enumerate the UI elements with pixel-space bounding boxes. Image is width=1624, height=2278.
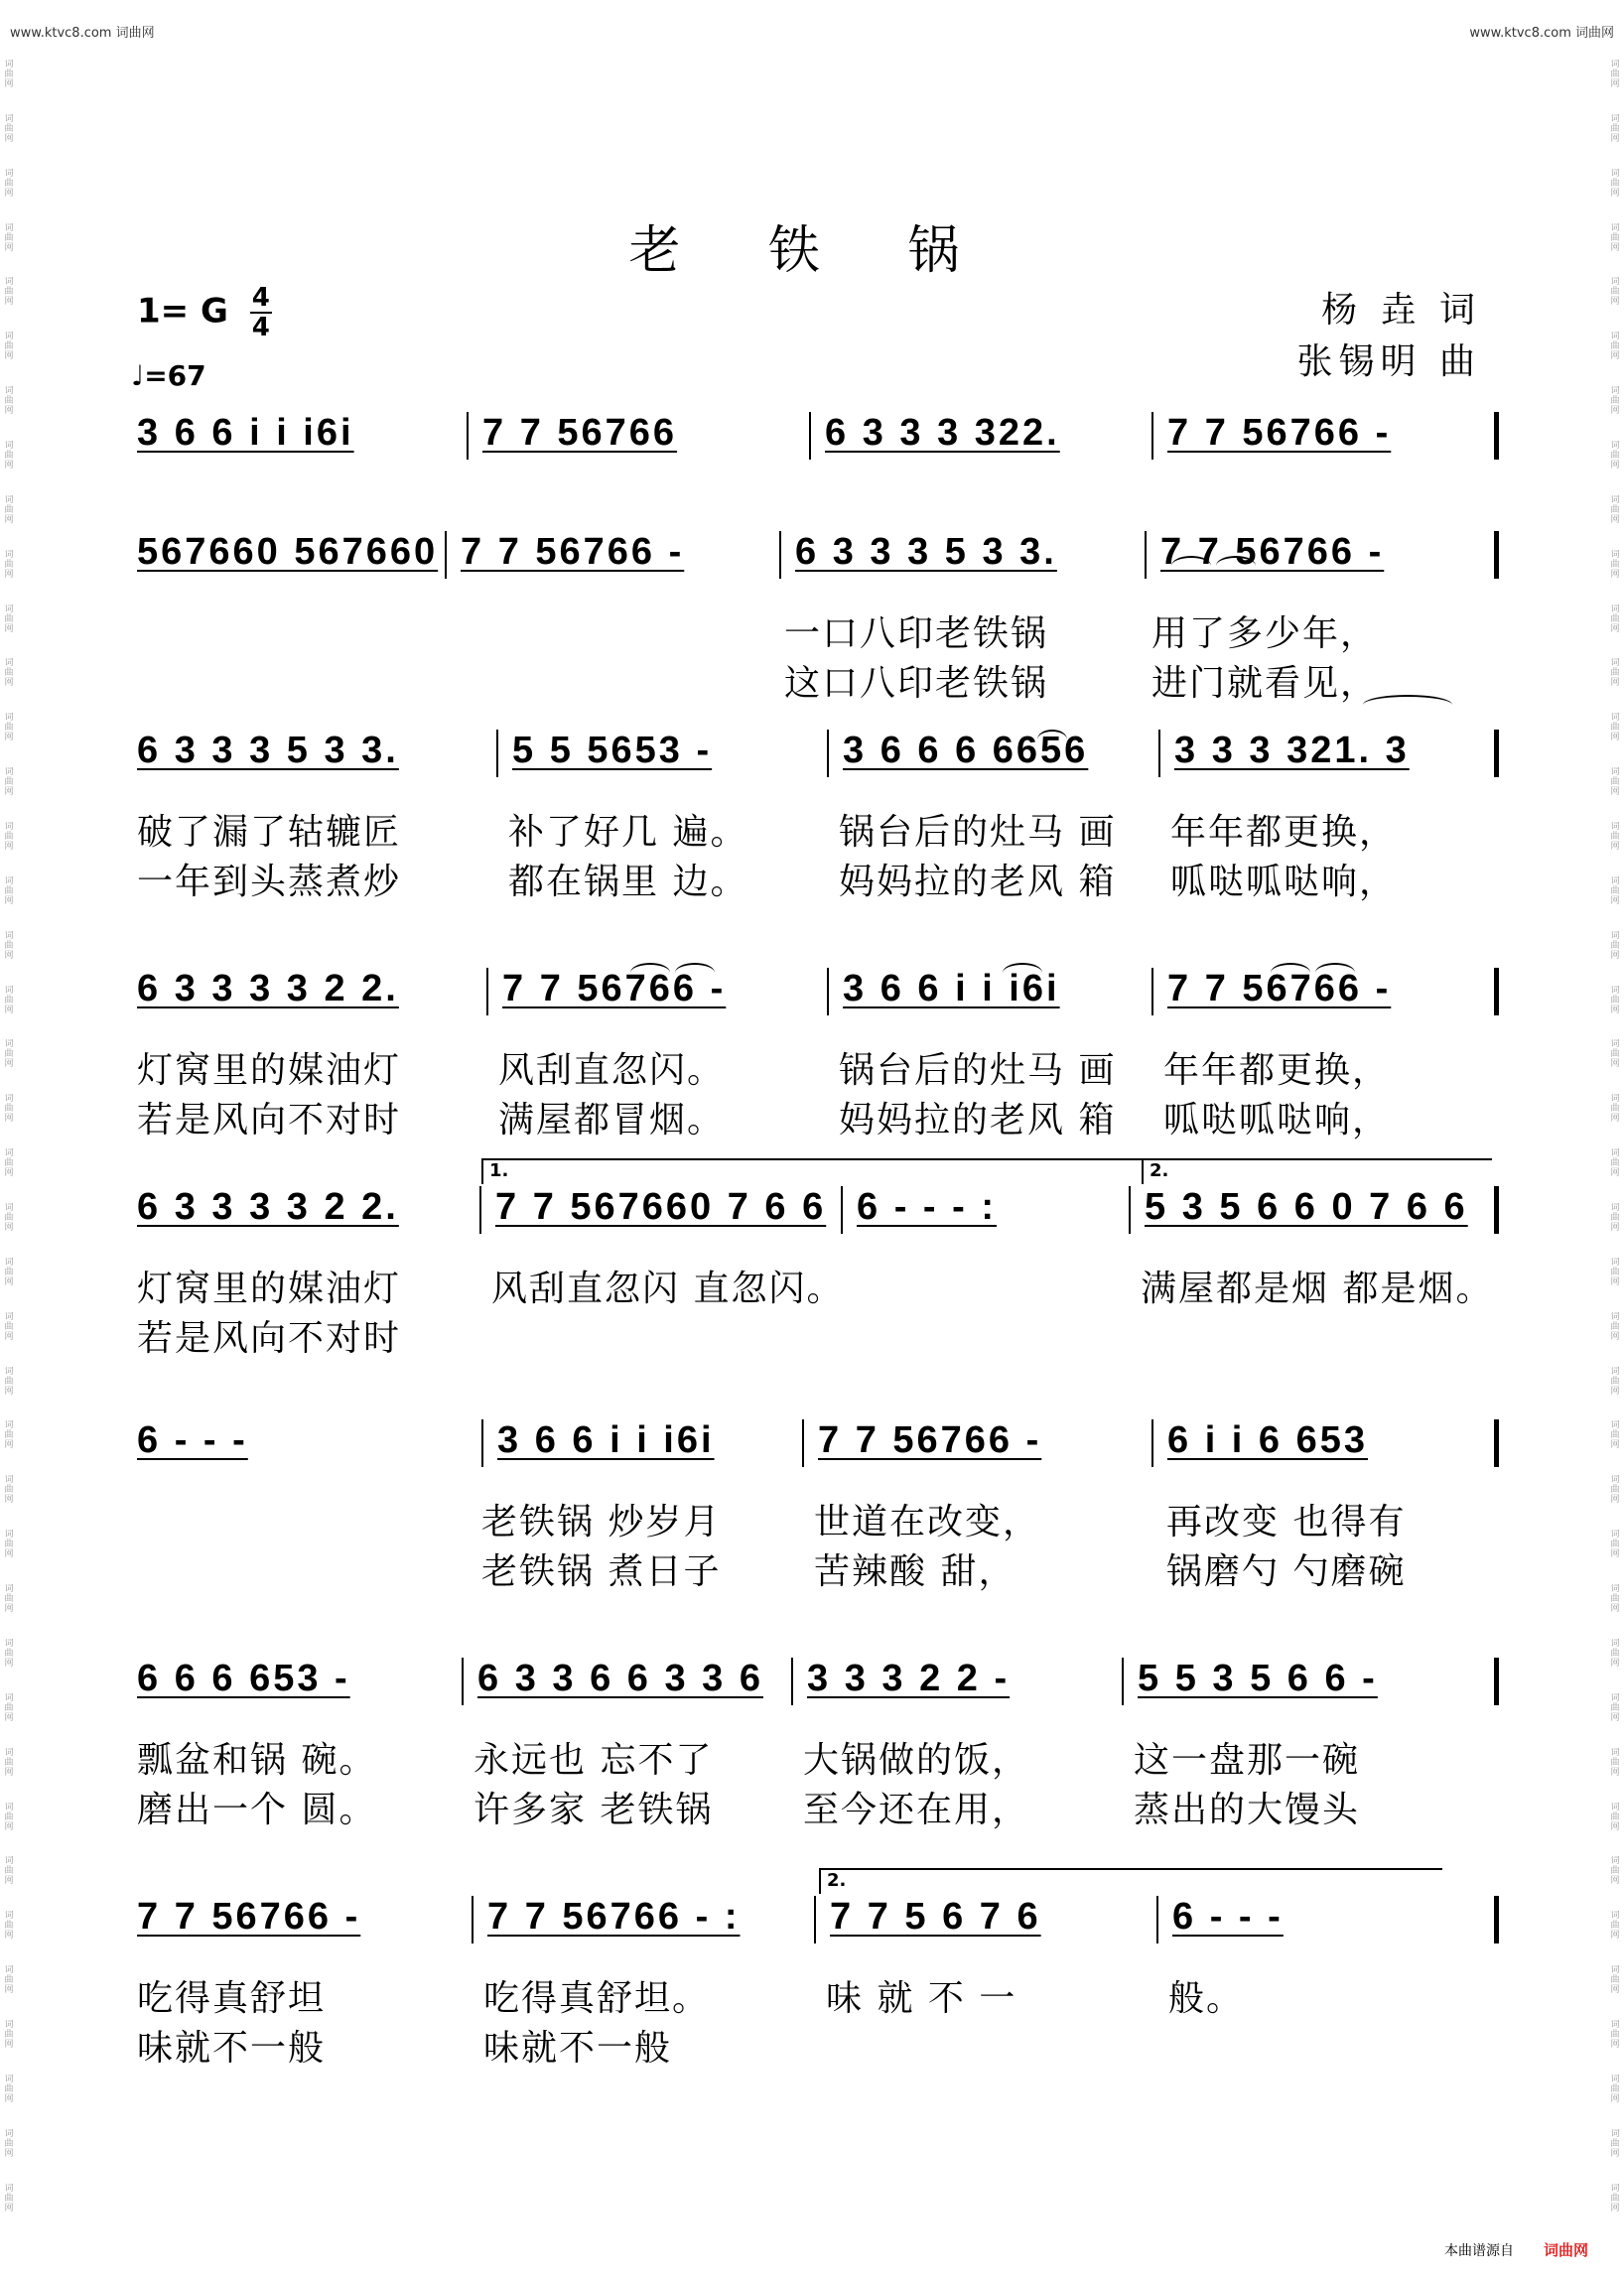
lyric-text: 灯窝里的媒油灯 [137,1269,402,1309]
lyric-text: 呱哒呱哒响， [1170,862,1398,902]
lyric-text: 再改变 也得有 [1166,1502,1407,1542]
measure-notes [137,1186,399,1229]
note-group: 7 7 56766 - [1167,968,1392,1009]
side-watermark-glyph: 词 曲 网 [1610,60,1620,89]
side-watermark-glyph: 词 曲 网 [1610,1475,1620,1506]
score-row [0,1409,1624,1618]
measure-notes [495,1186,826,1229]
barline [827,730,829,777]
side-watermark-glyph: 词 曲 网 [1610,1366,1620,1397]
lyric-text: 进门就看见， [1151,663,1379,704]
measure-notes [137,1419,248,1462]
note-group: 7 7 56766 - [818,1419,1042,1461]
lyric-text: 这口八印老铁锅 [784,663,1049,704]
barline [1158,730,1160,777]
lyricist-credit: 杨 垚 词 [1321,290,1481,331]
note-group: 3 6 6 6 6656 [843,730,1089,771]
lyric-text: 蒸出的大馒头 [1134,1790,1361,1830]
barline [1494,531,1499,579]
note-group: 6 - - - : [857,1186,997,1228]
note-group: 7 7 56766 - [1160,531,1385,573]
side-watermark-glyph: 词 曲 网 [1610,1638,1620,1669]
measure-notes [137,412,354,455]
barline [1151,412,1153,460]
side-watermark-glyph: 词 曲 网 [4,985,14,1015]
side-watermark-glyph: 词 曲 网 [4,277,14,308]
slur-mark [1216,556,1256,576]
lyric-text: 苦辣酸 甜， [814,1551,1016,1592]
side-watermark-glyph: 词 曲 网 [1610,1584,1620,1615]
lyric-text: 一口八印老铁锅 [784,613,1049,654]
side-watermark-glyph: 词 曲 网 [4,1094,14,1125]
barline [496,730,498,777]
lyric-text: 至今还在用， [803,1790,1030,1830]
lyric-text: 这一盘那一碗 [1134,1740,1361,1781]
lyric-text: 满屋都是烟 都是烟。 [1141,1269,1494,1309]
barline [1151,968,1153,1015]
side-watermark-glyph: 词 曲 网 [4,1911,14,1942]
barline [1145,531,1147,579]
barline [467,412,469,460]
note-group: 5 3 5 6 6 0 7 6 6 [1145,1186,1468,1228]
side-watermark-glyph: 词 曲 网 [1610,549,1620,580]
barline [486,968,488,1015]
side-watermark-glyph: 词 曲 网 [1610,1965,1620,1996]
side-watermark-glyph: 词 曲 网 [1610,222,1620,253]
key-signature [137,284,272,341]
side-watermark-glyph: 词 曲 网 [4,822,14,853]
barline [445,531,447,579]
footer [1444,2239,1588,2260]
barline [1494,1658,1499,1705]
measure-notes [137,531,438,574]
slur-mark [1315,963,1355,983]
barline [1494,1419,1499,1467]
tempo-marking: ♩=67 [131,359,206,392]
lyric-text: 味就不一般 [483,2028,673,2069]
side-watermark-glyph: 词 曲 网 [1610,1420,1620,1451]
barline [809,412,811,460]
side-watermark-glyph: 词 曲 网 [1610,1148,1620,1179]
lyric-text: 锅台后的灶马 画 [839,812,1117,853]
note-group: 6 3 3 3 5 3 3. [795,531,1057,573]
side-watermark-glyph: 词 曲 网 [1610,494,1620,525]
time-top: 4 [251,283,270,313]
lyric-text: 锅台后的灶马 画 [839,1050,1117,1091]
note-group: 7 7 56766 - : [487,1896,741,1938]
note-group: 6 6 6 653 - [137,1658,350,1699]
side-watermark-glyph: 词 曲 网 [1610,875,1620,906]
measure-notes [818,1419,1041,1462]
slur-mark [1363,695,1452,715]
measure-notes [1145,1186,1468,1229]
side-watermark-glyph: 词 曲 网 [1610,1257,1620,1287]
barline [481,1419,483,1467]
note-group: 5 5 3 5 6 6 - [1138,1658,1378,1699]
time-bottom: 4 [251,313,270,342]
side-watermark-glyph: 词 曲 网 [4,2074,14,2104]
lyric-text: 味就不一般 [137,2028,327,2069]
measure-notes [137,1658,350,1700]
measure-notes [830,1896,1041,1939]
barline [472,1896,474,1943]
lyric-text: 吃得真舒坦。 [483,1978,711,2019]
slur-mark [1003,963,1042,983]
lyric-text: 老铁锅 煮日子 [481,1551,722,1592]
measure-notes [1174,730,1410,772]
note-group: 7 7 56766 - [502,968,727,1009]
watermark-left: www.ktvc8.com 词曲网 [10,26,155,41]
side-watermark-glyph: 词 曲 网 [1610,1203,1620,1234]
side-watermark-glyph: 词 曲 网 [1610,985,1620,1015]
side-watermark-glyph: 词 曲 网 [1610,1094,1620,1125]
note-group: 6 i i 6 653 [1167,1419,1369,1461]
note-group: 7 7 56766 - [1167,412,1392,454]
note-group: 567660 567660 [137,531,439,573]
side-watermark-glyph: 词 曲 网 [4,386,14,417]
measure-notes [512,730,712,772]
score-row [0,1648,1624,1856]
note-group: 7 7 56766 - [461,531,685,573]
side-watermark-glyph: 词 曲 网 [4,2128,14,2159]
side-watermark-glyph: 词 曲 网 [4,2183,14,2213]
side-watermark-glyph: 词 曲 网 [4,1039,14,1070]
side-watermark-glyph: 词 曲 网 [1610,168,1620,199]
song-title: 老 铁 锅 [628,221,996,281]
side-watermark-glyph: 词 曲 网 [1610,2074,1620,2104]
lyric-text: 呱哒呱哒响， [1163,1100,1391,1140]
side-watermark-glyph: 词 曲 网 [4,1203,14,1234]
side-watermark-glyph: 词 曲 网 [1610,767,1620,798]
side-watermark-glyph: 词 曲 网 [4,60,14,89]
barline [1494,968,1499,1015]
lyric-text: 许多家 老铁锅 [474,1790,714,1830]
lyric-text: 妈妈拉的老风 箱 [839,862,1117,902]
side-watermark-glyph: 词 曲 网 [4,113,14,144]
score-row [0,958,1624,1166]
side-watermark-glyph: 词 曲 网 [4,1366,14,1397]
measure-notes [497,1419,715,1462]
side-watermark-glyph: 词 曲 网 [4,1311,14,1342]
side-watermark-glyph: 词 曲 网 [1610,2183,1620,2213]
note-group: 7 7 5 6 7 6 [830,1896,1041,1938]
lyric-text: 永远也 忘不了 [474,1740,714,1781]
lyric-text: 磨出一个 圆。 [137,1790,377,1830]
note-group: 3 6 6 i i i6i [843,968,1060,1009]
slur-mark [630,963,670,983]
side-watermark-glyph: 词 曲 网 [4,549,14,580]
note-group: 6 3 3 3 322. [825,412,1060,454]
side-watermark-glyph: 词 曲 网 [4,658,14,689]
barline [1494,1896,1499,1943]
measure-notes [795,531,1057,574]
lyric-text: 年年都更换， [1163,1050,1391,1091]
side-watermark-glyph: 词 曲 网 [1610,658,1620,689]
side-watermark-glyph: 词 曲 网 [4,441,14,471]
note-group: 6 - - - [1172,1896,1284,1938]
note-group: 3 6 6 i i i6i [137,412,354,454]
side-watermark-glyph: 词 曲 网 [4,1420,14,1451]
lyric-text: 都在锅里 边。 [508,862,748,902]
lyric-text: 风刮直忽闪 直忽闪。 [491,1269,845,1309]
volta-second-ending: 2. [1142,1158,1492,1184]
lyric-text: 瓢盆和锅 碗。 [137,1740,377,1781]
barline [814,1896,816,1943]
side-watermark-glyph: 词 曲 网 [4,1965,14,1996]
barline [479,1186,481,1234]
barline [1122,1658,1124,1705]
lyric-text: 风刮直忽闪。 [498,1050,726,1091]
side-watermark-glyph: 词 曲 网 [4,168,14,199]
side-watermark-glyph: 词 曲 网 [1610,1530,1620,1560]
side-watermark-glyph: 词 曲 网 [4,494,14,525]
note-group: 5 5 5653 - [512,730,713,771]
side-watermark-glyph: 词 曲 网 [4,1530,14,1560]
side-watermark-glyph: 词 曲 网 [1610,441,1620,471]
side-watermark-glyph: 词 曲 网 [1610,113,1620,144]
watermark-right: www.ktvc8.com 词曲网 [1469,26,1614,41]
footer-brand: 词曲网 [1543,2241,1588,2259]
side-watermark-glyph: 词 曲 网 [4,767,14,798]
measure-notes [137,968,399,1010]
barline [1494,730,1499,777]
lyric-text: 若是风向不对时 [137,1318,402,1359]
note-group: 3 3 3 2 2 - [807,1658,1011,1699]
lyric-text: 破了漏了轱辘匠 [137,812,402,853]
side-watermark-glyph: 词 曲 网 [4,1747,14,1778]
note-group: 3 3 3 321. 3 [1174,730,1410,771]
side-watermark-glyph: 词 曲 网 [4,1856,14,1887]
slur-mark [675,963,715,983]
lyric-text: 锅磨勺 勺磨碗 [1166,1551,1407,1592]
slur-mark [1171,556,1211,576]
side-watermark-glyph: 词 曲 网 [1610,930,1620,961]
measure-notes [857,1186,997,1229]
time-signature [250,284,272,341]
side-watermark-glyph: 词 曲 网 [4,930,14,961]
measure-notes [1138,1658,1378,1700]
measure-notes [137,1896,360,1939]
barline [1494,412,1499,460]
lyric-text: 用了多少年， [1151,613,1379,654]
measure-notes [487,1896,740,1939]
side-watermark-glyph: 词 曲 网 [4,1802,14,1832]
volta-first-ending: 1. [481,1158,1145,1184]
measure-notes [461,531,684,574]
side-watermark-glyph: 词 曲 网 [4,1257,14,1287]
barline [1494,1186,1499,1234]
side-watermark-glyph: 词 曲 网 [1610,1747,1620,1778]
side-watermark-glyph: 词 曲 网 [1610,332,1620,362]
side-watermark-glyph: 词 曲 网 [1610,1311,1620,1342]
side-watermark-glyph: 词 曲 网 [4,875,14,906]
composer-credit: 张锡明 曲 [1296,341,1481,382]
measure-notes [1167,1419,1368,1462]
note-group: 7 7 56766 [482,412,678,454]
side-watermark-glyph: 词 曲 网 [4,2019,14,2050]
barline [841,1186,843,1234]
side-watermark-glyph: 词 曲 网 [1610,1856,1620,1887]
side-watermark-glyph: 词 曲 网 [4,1148,14,1179]
slur-mark [1037,730,1067,749]
side-watermark-glyph: 词 曲 网 [1610,2128,1620,2159]
lyric-text: 般。 [1168,1978,1245,2019]
note-group: 6 3 3 6 6 3 3 6 [477,1658,763,1699]
lyric-text: 老铁锅 炒岁月 [481,1502,722,1542]
note-group: 3 6 6 i i i6i [497,1419,715,1461]
slur-mark [1271,963,1310,983]
side-watermark-glyph: 词 曲 网 [1610,1911,1620,1942]
key-rest: = G [160,291,228,332]
side-watermark-glyph: 词 曲 网 [1610,386,1620,417]
side-watermark-glyph: 词 曲 网 [1610,713,1620,743]
side-watermark-glyph: 词 曲 网 [1610,603,1620,634]
side-watermark-glyph: 词 曲 网 [4,1638,14,1669]
barline [779,531,781,579]
note-group: 7 7 567660 7 6 6 [495,1186,827,1228]
barline [802,1419,804,1467]
lyric-text: 灯窝里的媒油灯 [137,1050,402,1091]
side-watermark-glyph: 词 曲 网 [1610,1039,1620,1070]
score-row [0,720,1624,928]
lyric-text: 味 就 不 一 [826,1978,1017,2019]
side-watermark-glyph: 词 曲 网 [1610,1802,1620,1832]
side-watermark-glyph: 词 曲 网 [4,332,14,362]
volta-second-ending: 2. [819,1868,1442,1894]
side-watermark-glyph: 词 曲 网 [4,713,14,743]
side-watermark-glyph: 词 曲 网 [1610,277,1620,308]
footer-source: 本曲谱源自 [1443,2243,1514,2259]
note-group: 6 - - - [137,1419,248,1461]
side-watermark-glyph: 词 曲 网 [1610,1692,1620,1723]
lyric-text: 一年到头蒸煮炒 [137,862,402,902]
note-group: 6 3 3 3 3 2 2. [137,968,399,1009]
measure-notes [807,1658,1010,1700]
side-watermark-glyph: 词 曲 网 [1610,2019,1620,2050]
lyric-text: 若是风向不对时 [137,1100,402,1140]
key-one: 1 [137,291,161,332]
barline [462,1658,464,1705]
note-group: 7 7 56766 - [137,1896,361,1938]
lyric-text: 满屋都冒烟。 [498,1100,726,1140]
side-watermark-glyph: 词 曲 网 [4,1584,14,1615]
side-watermark-glyph: 词 曲 网 [4,1692,14,1723]
barline [1156,1896,1158,1943]
barline [1151,1419,1153,1467]
side-watermark-glyph: 词 曲 网 [1610,822,1620,853]
side-watermark-glyph: 词 曲 网 [4,222,14,253]
measure-notes [477,1658,763,1700]
note-group: 6 3 3 3 5 3 3. [137,730,399,771]
measure-notes [137,730,399,772]
barline [1129,1186,1131,1234]
lyric-text: 吃得真舒坦 [137,1978,327,2019]
side-watermark-glyph: 词 曲 网 [4,603,14,634]
lyric-text: 妈妈拉的老风 箱 [839,1100,1117,1140]
measure-notes [825,412,1060,455]
lyric-text: 补了好几 遍。 [508,812,748,853]
side-watermark-glyph: 词 曲 网 [4,1475,14,1506]
measure-notes [1167,412,1391,455]
lyric-text: 大锅做的饭， [803,1740,1030,1781]
note-group: 6 3 3 3 3 2 2. [137,1186,399,1228]
measure-notes [482,412,677,455]
barline [791,1658,793,1705]
lyric-text: 世道在改变， [814,1502,1041,1542]
lyric-text: 年年都更换， [1170,812,1398,853]
measure-notes [1172,1896,1284,1939]
barline [827,968,829,1015]
